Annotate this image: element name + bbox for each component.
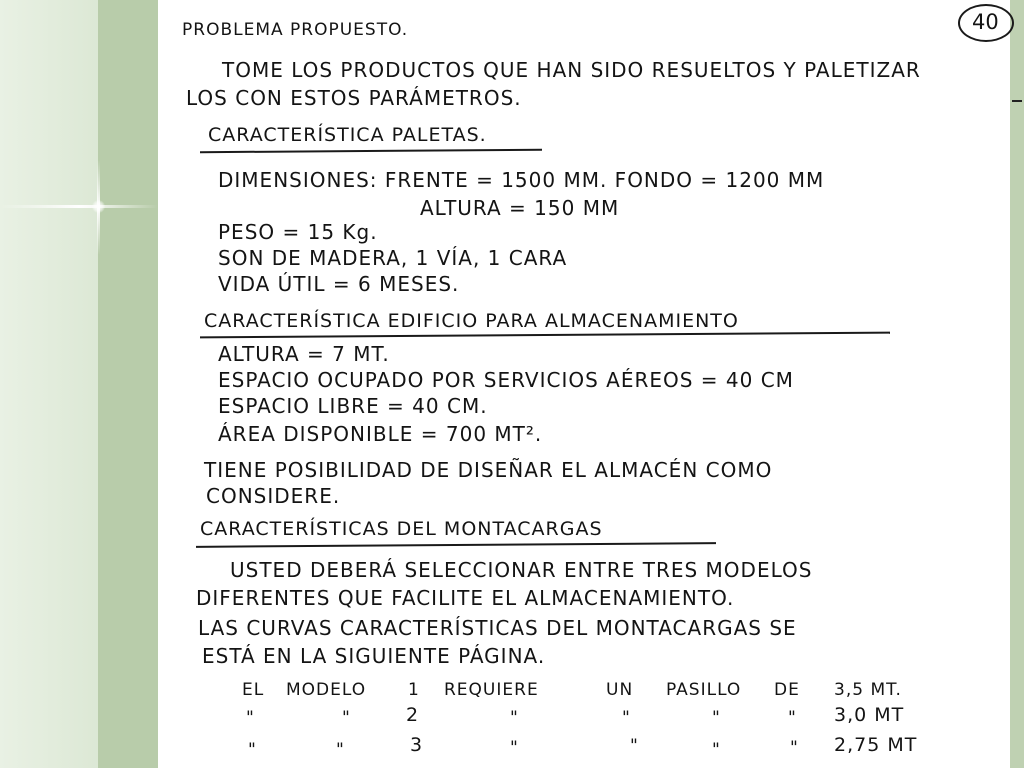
model-row-1-col-4: REQUIERE [444, 680, 539, 700]
building-design-line-2: CONSIDERE. [206, 484, 341, 508]
pallet-material: SON DE MADERA, 1 VÍA, 1 CARA [218, 246, 568, 270]
page-title: PROBLEMA PROPUESTO. [182, 20, 409, 40]
model-row-3-col-7: " [790, 738, 799, 758]
sparkle-horizontal-decoration [0, 205, 158, 208]
model-row-3-aisle: 2,75 MT [834, 734, 918, 756]
model-row-3-col-3: 3 [410, 734, 424, 756]
right-background-strip [1010, 0, 1024, 768]
model-row-1-aisle: 3,5 MT. [834, 680, 902, 700]
building-height: ALTURA = 7 MT. [218, 342, 390, 366]
model-row-3-col-4: " [510, 738, 519, 758]
forklift-line-4: ESTÁ EN LA SIGUIENTE PÁGINA. [202, 644, 546, 668]
model-row-2-aisle: 3,0 MT [834, 704, 905, 726]
intro-line-2: LOS CON ESTOS PARÁMETROS. [186, 86, 522, 110]
model-row-2-col-1: " [246, 708, 255, 728]
forklift-line-2: DIFERENTES QUE FACILITE EL ALMACENAMIENTO. [196, 586, 735, 610]
forklift-heading: CARACTERÍSTICAS DEL MONTACARGAS [200, 518, 603, 540]
model-row-3-col-2: " [336, 740, 345, 760]
pallet-weight: PESO = 15 Kg. [218, 220, 378, 244]
intro-line-1: TOME LOS PRODUCTOS QUE HAN SIDO RESUELTOS Y PALETIZAR [222, 58, 921, 82]
model-row-1-col-7: DE [774, 680, 800, 700]
building-air-services: ESPACIO OCUPADO POR SERVICIOS AÉREOS = 40 CM [218, 368, 794, 392]
model-row-2-col-6: " [712, 708, 721, 728]
model-row-2-col-7: " [788, 708, 797, 728]
building-heading: CARACTERÍSTICA EDIFICIO PARA ALMACENAMIENTO [204, 310, 739, 332]
pallets-heading: CARACTERÍSTICA PALETAS. [208, 124, 487, 146]
building-area: ÁREA DISPONIBLE = 700 MT². [218, 422, 543, 446]
model-row-1-col-2: MODELO [286, 680, 367, 700]
pallet-height: ALTURA = 150 MM [420, 196, 620, 220]
forklift-line-1: USTED DEBERÁ SELECCIONAR ENTRE TRES MODELOS [230, 558, 813, 582]
building-free-space: ESPACIO LIBRE = 40 CM. [218, 394, 488, 418]
model-row-1-col-6: PASILLO [666, 680, 742, 700]
model-row-3-col-1: " [248, 740, 257, 760]
pallet-life: VIDA ÚTIL = 6 MESES. [218, 272, 460, 296]
pallet-dimensions: DIMENSIONES: FRENTE = 1500 MM. FONDO = 1200 MM [218, 168, 825, 192]
model-row-1-col-1: EL [242, 680, 265, 700]
hyphen-mark [1012, 100, 1022, 102]
page-number: 40 [972, 10, 999, 34]
model-row-2-col-5: " [622, 708, 631, 728]
model-row-2-col-3: 2 [406, 704, 420, 726]
green-border-strip [98, 0, 158, 768]
model-row-3-col-5: " [630, 736, 639, 756]
building-design-line-1: TIENE POSIBILIDAD DE DISEÑAR EL ALMACÉN COMO [204, 458, 773, 482]
model-row-3-col-6: " [712, 740, 721, 760]
model-row-1-col-3: 1 [408, 680, 420, 700]
model-row-1-col-5: UN [606, 680, 634, 700]
model-row-2-col-2: " [342, 708, 351, 728]
forklift-line-3: LAS CURVAS CARACTERÍSTICAS DEL MONTACARGAS SE [198, 616, 797, 640]
model-row-2-col-4: " [510, 708, 519, 728]
sparkle-icon [92, 200, 105, 213]
left-background-strip [0, 0, 98, 768]
